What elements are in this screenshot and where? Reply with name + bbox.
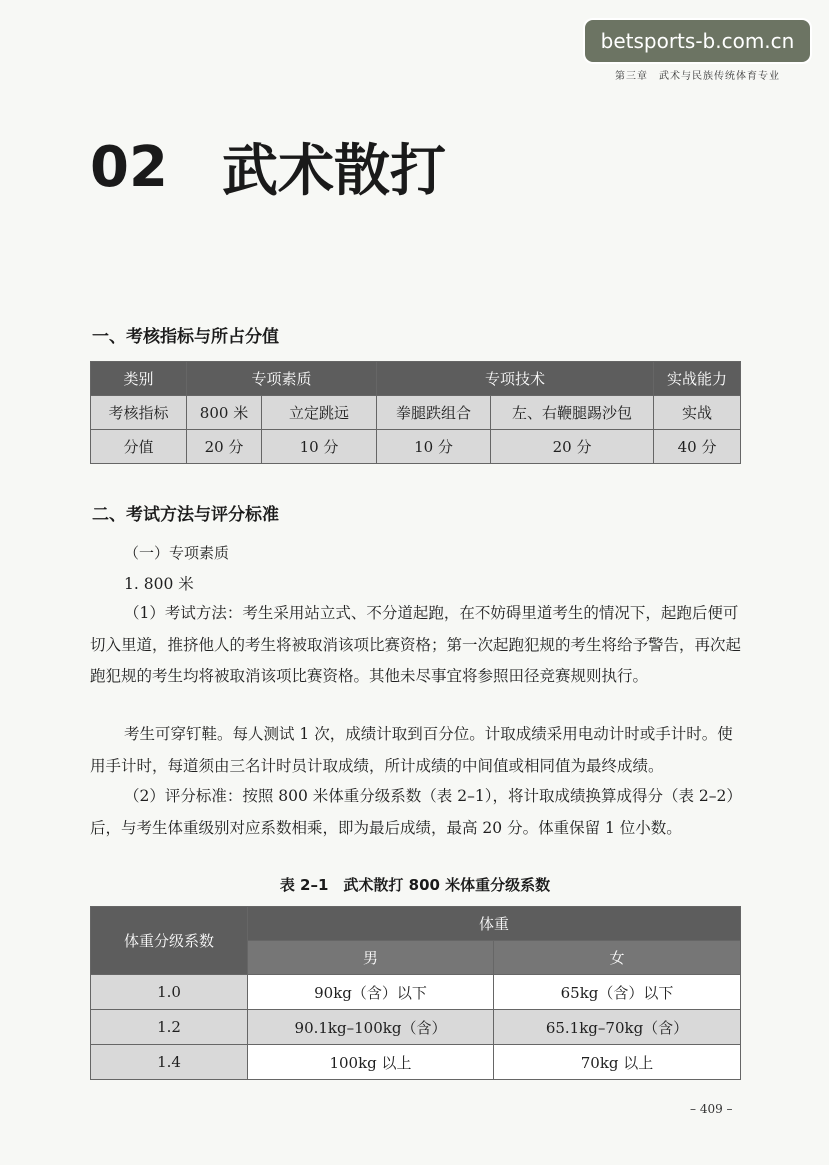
table-cell: 10 分 bbox=[262, 430, 377, 464]
table-row bbox=[91, 975, 741, 1010]
table-cell: 20 分 bbox=[187, 430, 262, 464]
table-cell: 1.2 bbox=[91, 1010, 248, 1045]
chapter-number: 02 bbox=[90, 134, 168, 200]
table-header-row bbox=[91, 362, 741, 396]
table-row bbox=[91, 430, 741, 464]
sub-heading: （一）专项素质 bbox=[124, 544, 230, 562]
table-row bbox=[91, 1045, 741, 1080]
table-header-cell: 女 bbox=[494, 941, 741, 975]
table-caption: 表 2–1 武术散打 800 米体重分级系数 bbox=[279, 876, 551, 894]
table-header-cell: 体重 bbox=[248, 907, 741, 941]
table-header-cell: 专项素质 bbox=[187, 362, 377, 396]
score-weight-table bbox=[90, 361, 741, 464]
table-cell: 1.4 bbox=[91, 1045, 248, 1080]
table-cell: 考核指标 bbox=[91, 396, 187, 430]
table-row bbox=[91, 396, 741, 430]
table-cell: 10 分 bbox=[377, 430, 491, 464]
table-cell: 100kg 以上 bbox=[248, 1045, 494, 1080]
page-number: – 409 – bbox=[690, 1102, 733, 1116]
section-heading-2: 二、考试方法与评分标准 bbox=[92, 505, 279, 525]
table-header-cell: 体重分级系数 bbox=[91, 907, 248, 975]
table-cell: 90kg（含）以下 bbox=[248, 975, 494, 1010]
table-header-cell: 实战能力 bbox=[654, 362, 741, 396]
table-cell: 800 米 bbox=[187, 396, 262, 430]
table-cell: 20 分 bbox=[491, 430, 654, 464]
table-cell: 65kg（含）以下 bbox=[494, 975, 741, 1010]
table-cell: 分值 bbox=[91, 430, 187, 464]
paragraph-method: （1）考试方法：考生采用站立式、不分道起跑，在不妨碍里道考生的情况下，起跑后便可切入里道，推挤他人的考生将被取消该项比赛资格；第一次起跑犯规的考生将给予警告，再次起跑犯规的考生均将被取消该项比赛资格。其他未尽事宜将参照田径竞赛规则执行。 bbox=[90, 604, 742, 685]
watermark-badge: betsports-b.com.cn bbox=[583, 18, 812, 64]
table-cell: 拳腿跌组合 bbox=[377, 396, 491, 430]
table-cell: 70kg 以上 bbox=[494, 1045, 741, 1080]
table-header-cell: 专项技术 bbox=[377, 362, 654, 396]
running-head: 第三章 武术与民族传统体育专业 bbox=[615, 71, 780, 82]
chapter-title bbox=[90, 132, 446, 202]
section-heading-1: 一、考核指标与所占分值 bbox=[92, 327, 279, 347]
table-cell: 90.1kg–100kg（含） bbox=[248, 1010, 494, 1045]
weight-coefficient-table bbox=[90, 906, 741, 1080]
table-row bbox=[91, 1010, 741, 1045]
table-cell: 40 分 bbox=[654, 430, 741, 464]
table-cell: 立定跳远 bbox=[262, 396, 377, 430]
item-heading: 1. 800 米 bbox=[124, 575, 194, 593]
table-cell: 65.1kg–70kg（含） bbox=[494, 1010, 741, 1045]
paragraph-timing: 考生可穿钉鞋。每人测试 1 次，成绩计取到百分位。计取成绩采用电动计时或手计时。使用手计时，每道须由三名计时员计取成绩，所计成绩的中间值或相同值为最终成绩。 bbox=[90, 725, 733, 775]
chapter-name: 武术散打 bbox=[222, 139, 446, 204]
table-cell: 实战 bbox=[654, 396, 741, 430]
table-header-cell: 男 bbox=[248, 941, 494, 975]
paragraph-scoring: （2）评分标准：按照 800 米体重分级系数（表 2–1），将计取成绩换算成得分（表 2–2）后，与考生体重级别对应系数相乘，即为最后成绩，最高 20 分。体重保留 1 位小数。 bbox=[90, 787, 742, 837]
table-cell: 1.0 bbox=[91, 975, 248, 1010]
table-cell: 左、右鞭腿踢沙包 bbox=[491, 396, 654, 430]
table-header-cell: 类别 bbox=[91, 362, 187, 396]
table-header-row bbox=[91, 907, 741, 941]
